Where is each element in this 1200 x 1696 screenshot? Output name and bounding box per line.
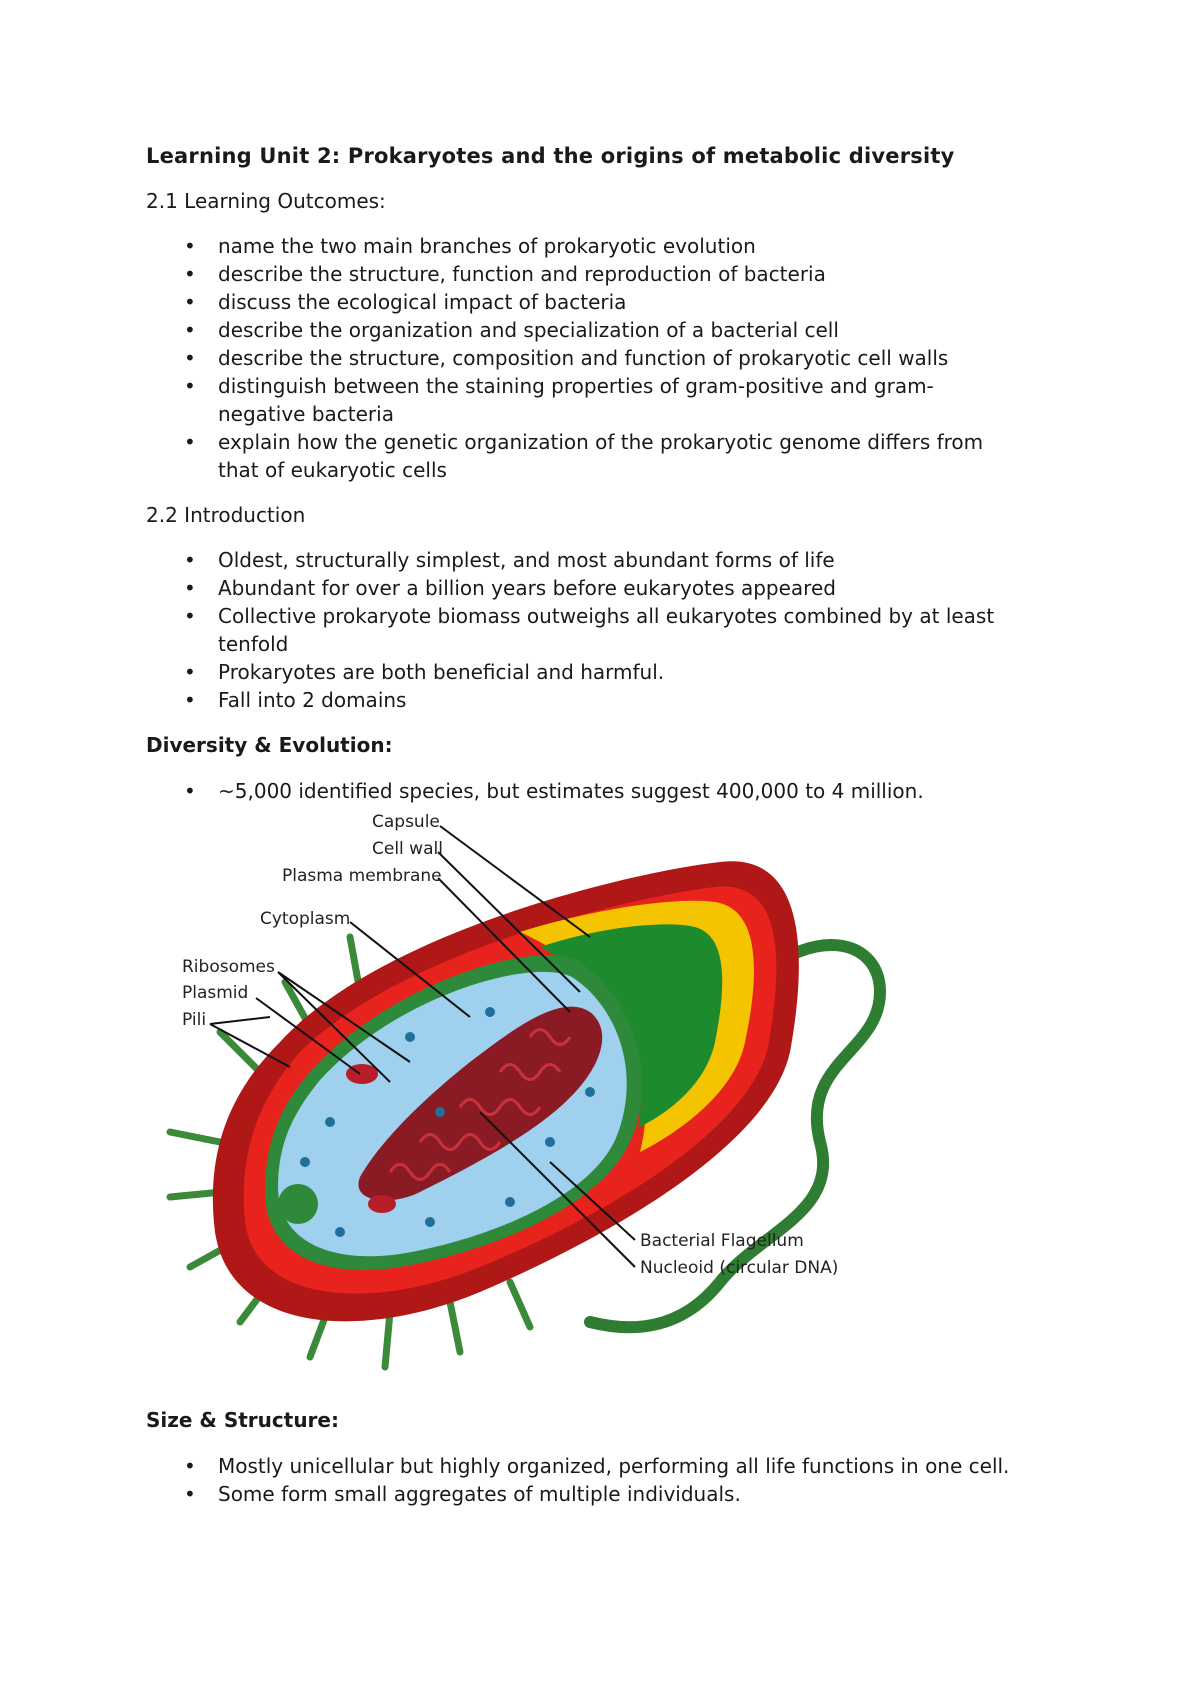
label-plasmid: Plasmid: [182, 983, 249, 1003]
label-capsule: Capsule: [372, 812, 440, 832]
list-item: • discuss the ecological impact of bacteria: [146, 288, 1076, 316]
list-item: • name the two main branches of prokaryotic evolution: [146, 232, 1076, 260]
list-item: • describe the structure, composition and function of prokaryotic cell walls: [146, 344, 1076, 372]
list-item: • ~5,000 identified species, but estimates suggest 400,000 to 4 million.: [146, 777, 1076, 805]
introduction-list: [146, 546, 1076, 714]
label-pili: Pili: [182, 1010, 207, 1030]
outcomes-list: [146, 232, 1076, 484]
list-item: • Prokaryotes are both beneficial and harmful.: [146, 658, 1076, 686]
label-ribosomes: Ribosomes: [182, 957, 275, 977]
section-heading-outcomes: 2.1 Learning Outcomes:: [146, 189, 386, 213]
bacterial-cell-illustration: [160, 812, 920, 1392]
list-item: • Mostly unicellular but highly organized, performing all life functions in one cell.: [146, 1452, 1108, 1480]
list-item: • Abundant for over a billion years before eukaryotes appeared: [146, 574, 1076, 602]
list-item: • distinguish between the staining properties of gram-positive and gram-negative bacteria: [146, 372, 998, 428]
bacterial-cell-diagram: [160, 812, 920, 1392]
section-heading-size-structure: Size & Structure:: [146, 1408, 339, 1432]
list-item: • Oldest, structurally simplest, and most abundant forms of life: [146, 546, 1076, 574]
storage-granule: [278, 1184, 318, 1224]
diversity-list: [146, 777, 1076, 805]
label-flagellum: Bacterial Flagellum: [640, 1231, 804, 1251]
list-item: • Fall into 2 domains: [146, 686, 1076, 714]
label-cell-wall: Cell wall: [372, 839, 443, 859]
list-item: • explain how the genetic organization of the prokaryotic genome differs from that of eukaryotic cells: [146, 428, 998, 484]
list-item: • Some form small aggregates of multiple individuals.: [146, 1480, 1076, 1508]
section-heading-introduction: 2.2 Introduction: [146, 503, 306, 527]
list-item: • Collective prokaryote biomass outweighs all eukaryotes combined by at least tenfold: [146, 602, 1018, 658]
list-item: • describe the organization and specialization of a bacterial cell: [146, 316, 1076, 344]
plasmid-shape: [368, 1195, 396, 1213]
page-title: Learning Unit 2: Prokaryotes and the origins of metabolic diversity: [146, 144, 955, 168]
section-heading-diversity: Diversity & Evolution:: [146, 733, 393, 757]
label-plasma-membrane: Plasma membrane: [282, 866, 442, 886]
list-item: • describe the structure, function and reproduction of bacteria: [146, 260, 1076, 288]
size-structure-list: [146, 1452, 1076, 1508]
label-nucleoid: Nucleoid (circular DNA): [640, 1258, 839, 1278]
label-cytoplasm: Cytoplasm: [260, 909, 351, 929]
